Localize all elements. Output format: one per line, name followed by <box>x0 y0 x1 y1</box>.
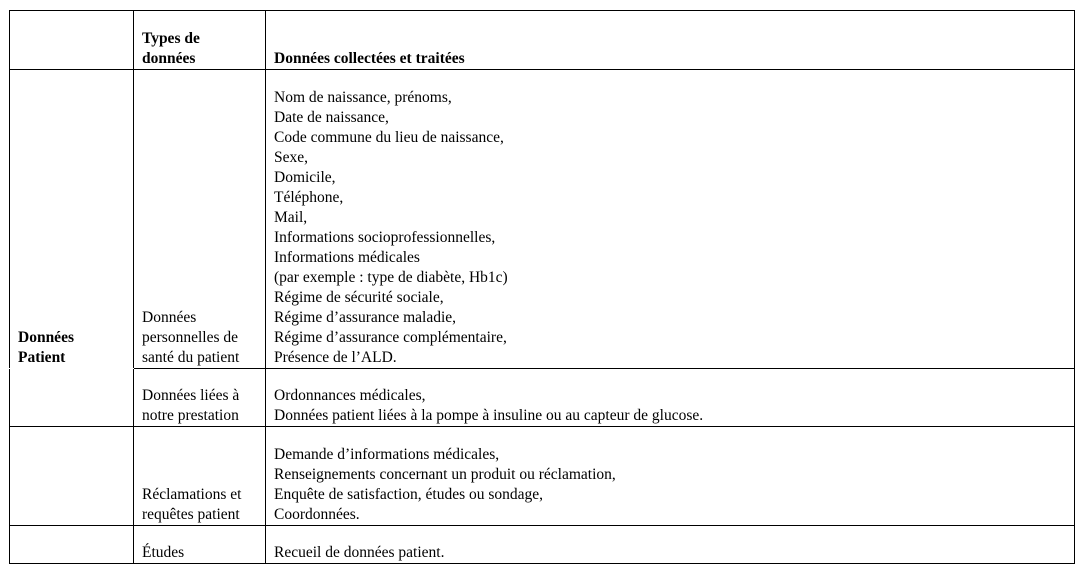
table-row <box>10 70 1075 369</box>
category-line-2: Patient <box>18 349 66 366</box>
header-donnees-cell <box>266 11 1075 70</box>
list-item: Nom de naissance, prénoms, <box>274 89 452 106</box>
empty-cell <box>10 526 134 564</box>
table-row <box>10 526 1075 564</box>
data-table <box>9 10 1075 564</box>
content-cell <box>266 427 1075 526</box>
header-types-cell <box>134 11 266 70</box>
list-item: Informations médicales <box>274 249 420 266</box>
list-item: Coordonnées. <box>274 506 360 523</box>
list-item: (par exemple : type de diabète, Hb1c) <box>274 269 508 286</box>
list-item: Demande d’informations médicales, <box>274 446 500 463</box>
header-donnees-label: Données collectées et traitées <box>274 50 465 67</box>
list-item: Régime de sécurité sociale, <box>274 289 444 306</box>
type-cell <box>134 427 266 526</box>
type-line: Données liées à <box>142 387 240 404</box>
content-cell <box>266 70 1075 369</box>
type-line: santé du patient <box>142 349 240 366</box>
header-types-line-1: Types de <box>142 30 200 47</box>
type-line: notre prestation <box>142 407 239 424</box>
table-row <box>10 369 1075 427</box>
empty-cell <box>10 427 134 526</box>
type-cell <box>134 526 266 564</box>
list-item: Régime d’assurance complémentaire, <box>274 329 507 346</box>
category-line-1: Données <box>18 329 74 346</box>
list-item: Informations socioprofessionnelles, <box>274 229 496 246</box>
header-types-line-2: données <box>142 50 196 67</box>
list-item: Domicile, <box>274 169 336 186</box>
content-cell <box>266 526 1075 564</box>
content-cell <box>266 369 1075 427</box>
list-item: Régime d’assurance maladie, <box>274 309 457 326</box>
list-item: Mail, <box>274 209 308 226</box>
table-header-row <box>10 11 1075 70</box>
type-line: Réclamations et <box>142 486 242 503</box>
list-item: Ordonnances médicales, <box>274 387 426 404</box>
empty-cell <box>10 369 134 427</box>
header-empty-cell <box>10 11 134 70</box>
type-line: Données <box>142 309 197 326</box>
list-item: Données patient liées à la pompe à insuline ou au capteur de glucose. <box>274 407 704 424</box>
category-cell <box>10 70 134 369</box>
list-item: Renseignements concernant un produit ou réclamation, <box>274 466 616 483</box>
list-item: Code commune du lieu de naissance, <box>274 129 504 146</box>
list-item: Téléphone, <box>274 189 344 206</box>
table-row <box>10 427 1075 526</box>
list-item: Enquête de satisfaction, études ou sondage, <box>274 486 544 503</box>
list-item: Sexe, <box>274 149 309 166</box>
type-cell <box>134 70 266 369</box>
list-item: Date de naissance, <box>274 109 389 126</box>
type-line: requêtes patient <box>142 506 240 523</box>
type-line: personnelles de <box>142 329 238 346</box>
list-item: Présence de l’ALD. <box>274 349 397 366</box>
list-item: Recueil de données patient. <box>274 544 445 561</box>
type-cell <box>134 369 266 427</box>
type-line: Études <box>142 544 185 561</box>
